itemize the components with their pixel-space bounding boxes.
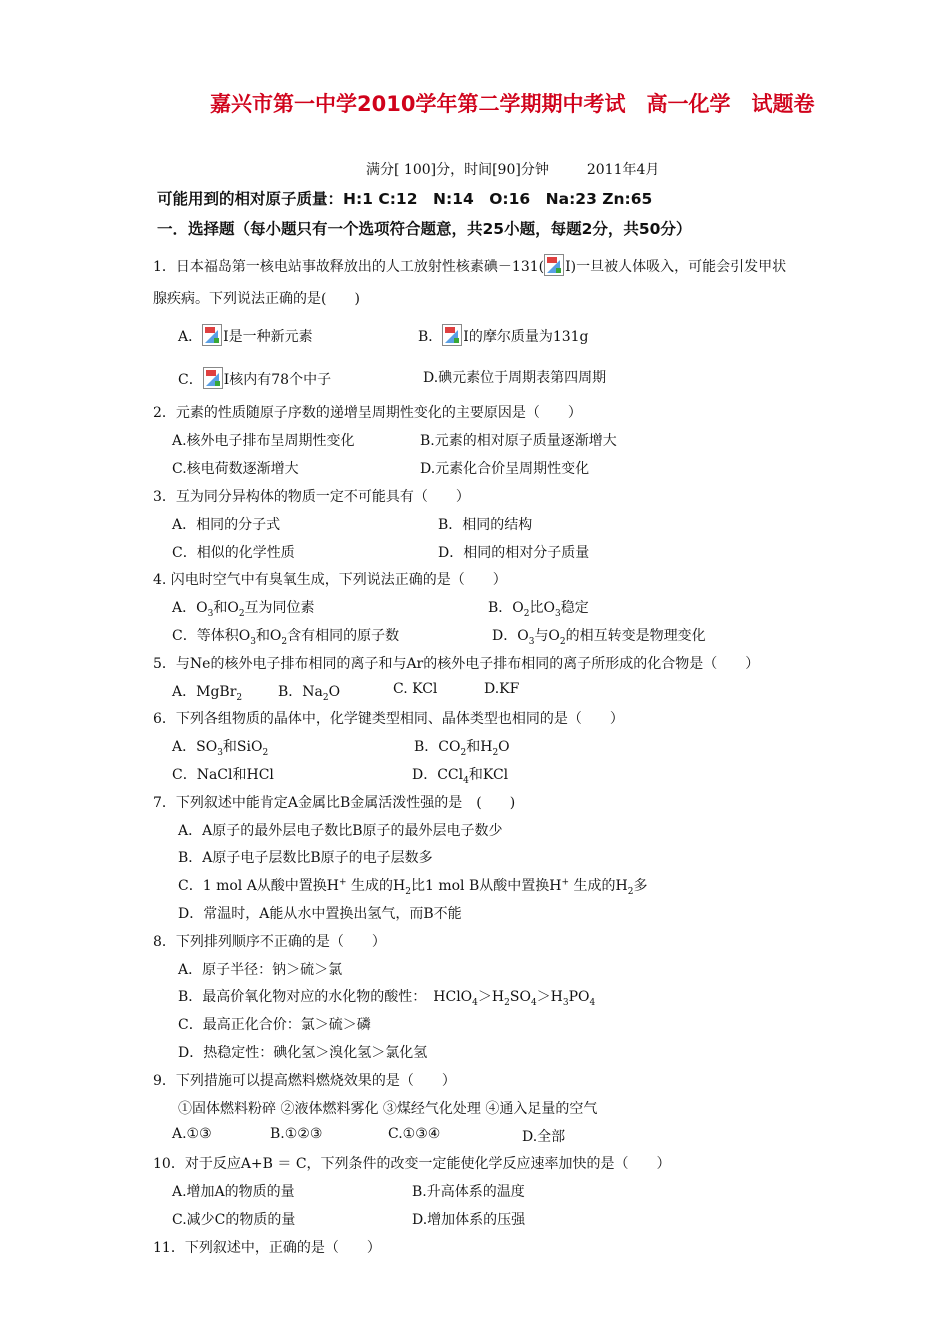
q1-option-d: D.碘元素位于周期表第四周期 [423, 370, 607, 386]
exam-meta [366, 159, 659, 179]
exam-title: 嘉兴市第一中学2010学年第二学期期中考试 高一化学 试题卷 [210, 92, 815, 116]
q5-option-c: C. KCl [393, 681, 438, 697]
q7-option-c: C．1 mol A从酸中置换H+ 生成的$H_2$比1 mol B从酸中置换H+ 生成的$H_2$多 [178, 877, 648, 897]
q1-option-a [178, 324, 313, 346]
q2-stem: 2．元素的性质随原子序数的递增呈周期性变化的主要原因是（ ） [153, 405, 582, 421]
q3-stem: 3．互为同分异构体的物质一定不可能具有（ ） [153, 489, 470, 505]
isotope-image-icon [442, 324, 462, 346]
q3-option-d: D．相同的相对分子质量 [438, 545, 590, 561]
q7-option-b: B．A原子电子层数比B原子的电子层数多 [178, 850, 433, 866]
q5-option-b: B．$Na_2O$ [278, 684, 341, 703]
q1-a-label: A． [178, 329, 203, 345]
q9-option-d: D.全部 [522, 1129, 566, 1145]
q1-stem-b: I)一旦被人体吸入，可能会引发甲状 [565, 259, 787, 275]
q8-option-a: A．原子半径：钠＞硫＞氯 [178, 962, 343, 978]
q9-option-a: A.①③ [172, 1126, 212, 1142]
q6-option-b: B．$CO_2$和$H_2O$ [414, 739, 510, 758]
q5-option-a: A．MgBr$_2$ [172, 684, 243, 703]
q4-stem: 4. 闪电时空气中有臭氧生成，下列说法正确的是（ ） [153, 572, 507, 588]
q5-option-d: D.KF [484, 681, 520, 697]
q1-stem-line1 [153, 254, 786, 276]
q1-stem-line2: 腺疾病。下列说法正确的是( ) [153, 291, 360, 307]
q5-stem: 5．与Ne的核外电子排布相同的离子和与Ar的核外电子排布相同的离子所形成的化合物是（ ） [153, 656, 760, 672]
q1-stem-a: 1．日本福岛第一核电站事故释放出的人工放射性核素碘－131( [153, 259, 545, 275]
q6-option-d: D．CCl$_4$和KCl [412, 767, 509, 786]
q8-option-d: D．热稳定性：碘化氢＞溴化氢＞氯化氢 [178, 1045, 428, 1061]
q9-option-c: C.①③④ [388, 1126, 441, 1142]
q11-stem: 11．下列叙述中，正确的是（ ） [153, 1240, 381, 1256]
q1-c-label: C． [178, 372, 203, 388]
exam-date: 2011年4月 [586, 162, 660, 178]
q1-b-label: B． [418, 329, 443, 345]
q1-b-text: I的摩尔质量为131g [463, 329, 589, 345]
q9-items: ①固体燃料粉碎 ②液体燃料雾化 ③煤经气化处理 ④通入足量的空气 [178, 1101, 598, 1117]
q8-option-b: B．最高价氧化物对应的水化物的酸性： $HClO_4>H_2SO_4>H_3PO_4$ [178, 989, 596, 1008]
q3-option-a: A．相同的分子式 [172, 517, 281, 533]
isotope-image-icon [203, 367, 223, 389]
q9-stem: 9．下列措施可以提高燃料燃烧效果的是（ ） [153, 1073, 456, 1089]
q4-option-c: C．等体积$O_3$和$O_2$含有相同的原子数 [172, 628, 400, 647]
isotope-image-icon [544, 254, 564, 276]
q6-stem: 6．下列各组物质的晶体中，化学键类型相同、晶体类型也相同的是（ ） [153, 711, 624, 727]
q3-option-b: B．相同的结构 [438, 517, 533, 533]
q7-option-d: D．常温时，A能从水中置换出氢气，而B不能 [178, 906, 462, 922]
q6-option-a: A．$SO_3$和SiO$_2$ [172, 739, 269, 758]
q10-option-d: D.增加体系的压强 [412, 1212, 526, 1228]
q2-option-d: D.元素化合价呈周期性变化 [420, 461, 590, 477]
q10-option-b: B.升高体系的温度 [412, 1184, 525, 1200]
q2-option-a: A.核外电子排布呈周期性变化 [172, 433, 355, 449]
q7-option-a: A．A原子的最外层电子数比B原子的最外层电子数少 [178, 823, 503, 839]
q4-option-d: D．$O_3$与$O_2$的相互转变是物理变化 [492, 628, 706, 647]
isotope-image-icon [202, 324, 222, 346]
q1-a-text: I是一种新元素 [223, 329, 313, 345]
q1-option-b [418, 324, 589, 346]
q7-stem: 7．下列叙述中能肯定A金属比B金属活泼性强的是 ( ) [153, 795, 516, 811]
q10-option-c: C.减少C的物质的量 [172, 1212, 296, 1228]
q2-option-c: C.核电荷数逐渐增大 [172, 461, 299, 477]
q1-option-c [178, 367, 331, 389]
q1-c-text: I核内有78个中子 [223, 372, 332, 388]
q4-option-b: B．$O_2$比$O_3$稳定 [488, 600, 589, 619]
q6-option-c: C．NaCl和HCl [172, 767, 274, 783]
q3-option-c: C．相似的化学性质 [172, 545, 295, 561]
q10-stem: 10．对于反应A+B ＝ C，下列条件的改变一定能使化学反应速率加快的是（ ） [153, 1156, 671, 1172]
q9-option-b: B.①②③ [270, 1126, 323, 1142]
score-time: 满分[ 100]分，时间[90]分钟 [366, 162, 549, 178]
q8-option-c: C．最高正化合价：氯＞硫＞磷 [178, 1017, 371, 1033]
atomic-masses: 可能用到的相对原子质量：H:1 C:12 N:14 O:16 Na:23 Zn:65 [157, 190, 653, 208]
q8-stem: 8．下列排列顺序不正确的是（ ） [153, 934, 386, 950]
section-heading: 一．选择题（每小题只有一个选项符合题意，共25小题，每题2分，共50分） [157, 220, 692, 238]
q4-option-a: A．$O_3$和$O_2$互为同位素 [172, 600, 315, 619]
q2-option-b: B.元素的相对原子质量逐渐增大 [420, 433, 617, 449]
q10-option-a: A.增加A的物质的量 [172, 1184, 295, 1200]
